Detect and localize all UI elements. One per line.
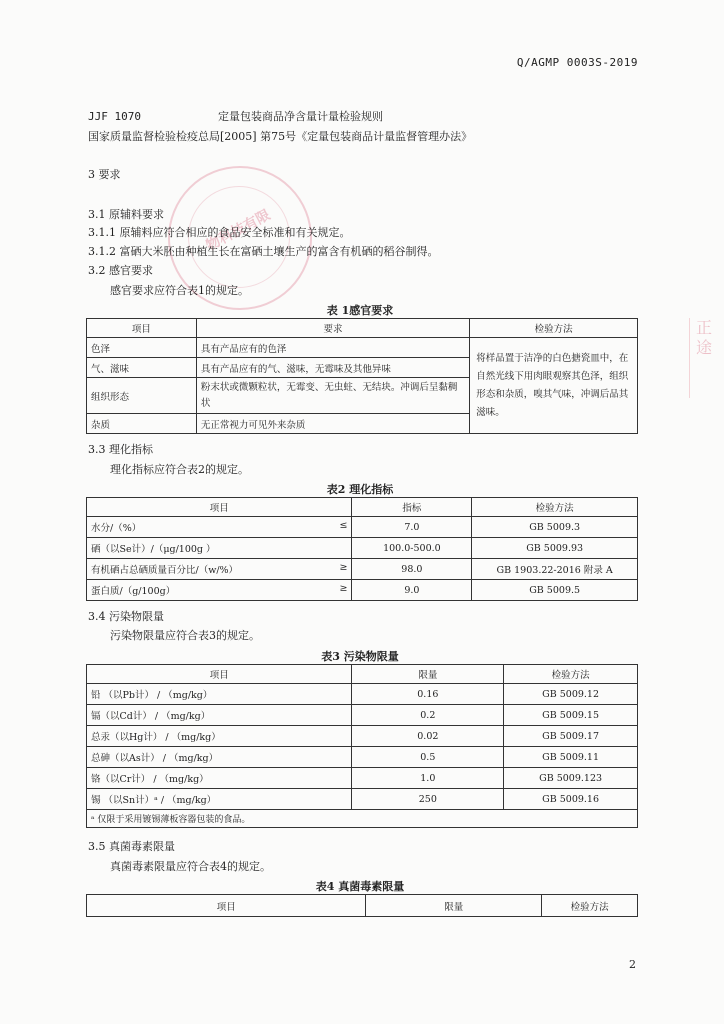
table-1-header-method: 检验方法 [470,319,638,338]
table-4-header-method: 检验方法 [542,895,638,917]
comparison-symbol: ≥ [339,562,348,573]
section-3-heading: 3 要求 [88,168,121,181]
table-row-requirement: 具有产品应有的气、滋味，无霉味及其他异味 [196,358,469,378]
table-row [87,684,638,705]
table-2-header-item: 项目 [87,498,352,517]
table-4-header-item: 项目 [87,895,366,917]
table-row-item: 气、滋味 [87,358,197,378]
reference-regulation: 国家质量监督检验检疫总局[2005] 第75号《定量包装商品计量监督管理办法》 [88,130,473,143]
table-1-caption: 表 1感官要求 [326,304,394,317]
row-method: GB 5009.17 [504,726,638,747]
table-row-item: 组织形态 [87,378,197,414]
section-3-2-heading: 3.2 感官要求 [88,264,153,277]
comparison-symbol: ≥ [339,583,348,594]
row-method: GB 5009.15 [504,705,638,726]
reference-code: JJF 1070 [88,110,141,123]
row-item: 锡 （以Sn计）ᵃ / （mg/kg） [87,789,352,810]
row-value: 250 [352,789,504,810]
table-1-sensory [86,318,638,434]
row-item: 总砷（以As计） / （mg/kg） [87,747,352,768]
standard-code: Q/AGMP 0003S-2019 [516,56,638,69]
reference-title: 定量包装商品净含量计量检验规则 [218,110,383,123]
table-row [87,768,638,789]
row-value: 0.16 [352,684,504,705]
table-3-caption: 表3 污染物限量 [321,650,399,663]
row-method: GB 5009.123 [504,768,638,789]
section-3-1-2: 3.1.2 富硒大米胚由种植生长在富硒土壤生产的富含有机硒的稻谷制得。 [88,245,439,258]
table-row-requirement: 粉末状或微颗粒状，无霉变、无虫蛀、无结块。冲调后呈黏稠状 [196,378,469,414]
section-3-1-heading: 3.1 原辅料要求 [88,208,164,221]
table-3-header-item: 项目 [87,665,352,684]
table-4-header-limit: 限量 [366,895,542,917]
side-seal-mark: 正 途 [689,318,724,398]
row-item: 总汞（以Hg计） / （mg/kg） [87,726,352,747]
row-item: 有机硒占总硒质量百分比/（w/%） [91,565,239,576]
comparison-symbol: ≤ [339,520,348,531]
table-row [87,747,638,768]
row-item: 水分/（%） [91,523,142,534]
table-3-footnote: ᵃ 仅限于采用镀锡薄板容器包装的食品。 [87,810,638,828]
row-item: 铅 （以Pb计） / （mg/kg） [87,684,352,705]
row-value: 0.2 [352,705,504,726]
section-3-4-heading: 3.4 污染物限量 [88,610,164,623]
table-3-contaminants [86,664,638,828]
row-method: GB 5009.11 [504,747,638,768]
section-3-5-heading: 3.5 真菌毒素限量 [88,840,175,853]
section-3-3-heading: 3.3 理化指标 [88,443,153,456]
table-2-caption: 表2 理化指标 [326,483,394,496]
row-method: GB 5009.12 [504,684,638,705]
table-1-header-requirement: 要求 [196,319,469,338]
table-row [87,580,638,601]
row-method: GB 5009.16 [504,789,638,810]
table-row [87,559,638,580]
section-3-1-1: 3.1.1 原辅料应符合相应的食品安全标准和有关规定。 [88,226,351,239]
page-number: 2 [629,958,636,971]
row-method: GB 5009.3 [472,517,638,538]
table-4-caption: 表4 真菌毒素限量 [315,880,405,893]
table-1-header-item: 项目 [87,319,197,338]
table-row-item: 杂质 [87,414,197,434]
table-3-header-limit: 限量 [352,665,504,684]
table-row [87,726,638,747]
table-1-method: 将样品置于洁净的白色搪瓷皿中，在自然光线下用肉眼观察其色泽，组织形态和杂质，嗅其气味，冲调后品其滋味。 [470,338,638,434]
table-2-physicochemical [86,497,638,601]
row-item: 蛋白质/（g/100g） [91,586,176,597]
reference-jjf1070 [88,108,383,124]
row-value: 0.02 [352,726,504,747]
table-row [87,789,638,810]
section-3-2-intro: 感官要求应符合表1的规定。 [110,284,249,297]
section-3-5-intro: 真菌毒素限量应符合表4的规定。 [110,860,271,873]
row-value: 98.0 [352,559,472,580]
row-value: 9.0 [352,580,472,601]
row-item: 铬（以Cr计） / （mg/kg） [87,768,352,789]
table-row-item: 色泽 [87,338,197,358]
table-row [87,517,638,538]
table-2-header-index: 指标 [352,498,472,517]
row-value: 100.0-500.0 [352,538,472,559]
table-4-mycotoxins [86,894,638,917]
section-3-3-intro: 理化指标应符合表2的规定。 [110,463,249,476]
table-row [87,705,638,726]
table-2-header-method: 检验方法 [472,498,638,517]
table-row [87,538,638,559]
row-value: 1.0 [352,768,504,789]
table-3-header-method: 检验方法 [504,665,638,684]
row-item: 硒（以Se计）/（μg/100g ） [91,544,216,555]
row-value: 7.0 [352,517,472,538]
row-method: GB 5009.93 [472,538,638,559]
table-row-requirement: 具有产品应有的色泽 [196,338,469,358]
seal-text: 物科技有限 [203,207,274,255]
table-row-requirement: 无正常视力可见外来杂质 [196,414,469,434]
row-method: GB 1903.22-2016 附录 A [472,559,638,580]
section-3-4-intro: 污染物限量应符合表3的规定。 [110,629,260,642]
row-method: GB 5009.5 [472,580,638,601]
row-item: 镉（以Cd计） / （mg/kg） [87,705,352,726]
row-value: 0.5 [352,747,504,768]
